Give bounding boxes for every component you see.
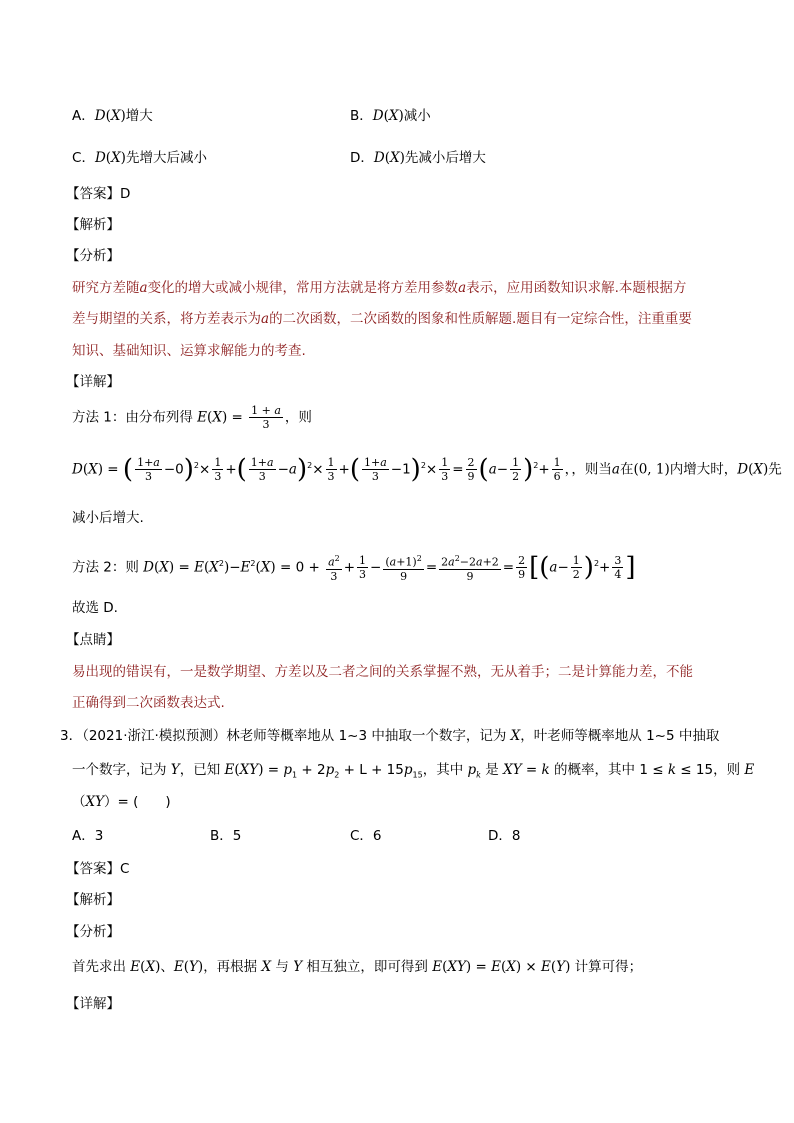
analysis-line-1: 研究方差随a变化的增大或减小规律，常用方法就是将方差用参数a表示，应用函数知识求解.本题根据方 xyxy=(72,280,687,296)
q3-heading-jiexi: 【解析】 xyxy=(66,892,120,908)
q3-line-1: 3．（2021·浙江·模拟预测）林老师等概率地从 1~3 中抽取一个数字，记为 X，叶老师等概率地从 1~5 中抽取 xyxy=(60,728,720,744)
comment-line-2: 正确得到二次函数表达式. xyxy=(72,695,225,711)
analysis-line-3: 知识、基础知识、运算求解能力的考查. xyxy=(72,343,306,359)
analysis-line-2: 差与期望的关系，将方差表示为a的二次函数，二次函数的图象和性质解题.题目有一定综合性，注重重要 xyxy=(72,311,692,327)
answer-line: 【答案】D xyxy=(66,186,131,202)
q3-options: A．3 B．5 C．6 D．8 xyxy=(72,828,521,844)
q3-line-3: （XY）= ( ) xyxy=(72,794,171,810)
comment-line-1: 易出现的错误有，一是数学期望、方差以及二者之间的关系掌握不熟，无从着手；二是计算能力差，不能 xyxy=(72,664,693,680)
method1-conclusion: 减小后增大. xyxy=(72,510,144,526)
heading-jiexi: 【解析】 xyxy=(66,217,120,233)
variance-formula: D(X) = ( $\frac{1+a}{3}$ −0)$^2$× $\frac{1}{3}$ +( $\frac{1+a}{3}$ −a)$^2$× $\frac{1}{3}$ +( $\frac{1+a}{3}$ −1)$^2$× $\frac{1}{3}$ = $\frac{2}{9}$ (a− $\frac{1}{2}$ )$^2$+ $\frac{1}{6}$ ，，则当a在(0, 1)内增大时，D(X)先 xyxy=(72,454,782,485)
option-b: B．D(X)减小 xyxy=(350,108,431,124)
q3-analysis: 首先求出 E(X)、E(Y)，再根据 X 与 Y 相互独立，即可得到 E(XY) = E(X) × E(Y) 计算可得； xyxy=(72,959,643,975)
heading-xiangjie: 【详解】 xyxy=(66,374,120,390)
heading-fenxi: 【分析】 xyxy=(66,248,120,264)
option-a: A．D(X)增大 xyxy=(72,108,153,124)
q3-heading-fenxi: 【分析】 xyxy=(66,924,120,940)
method2-conclusion: 故选 D. xyxy=(72,600,118,616)
q3-answer-line: 【答案】C xyxy=(66,861,130,877)
method2-line: 方法 2：则 $D(X) = E(X^2)-E^2(X) = 0$ + $\frac{a^2}{3}$ + $\frac{1}{3}$ − $\frac{(a+1)^2}{9}$ = $\frac{2a^2-2a+2}{9}$ = $\frac{2}{9}$ [(a− $\frac{1}{2}$ )$^2$+ $\frac{3}{4}$ ] xyxy=(72,552,636,583)
option-c: C．D(X)先增大后减小 xyxy=(72,150,207,166)
q3-heading-xiangjie: 【详解】 xyxy=(66,996,120,1012)
option-d: D．D(X)先减小后增大 xyxy=(350,150,486,166)
method1-line: 方法 1：由分布列得 E(X) = $\frac{1 + a}{3}$ ，则 xyxy=(72,404,312,431)
q3-line-2: 一个数字，记为 Y，已知 $E(XY) = p_1 + 2p_2 + L + 15p_{15}$，其中 $p_k$ 是 XY = k 的概率，其中 1 ≤ k ≤ 15，则 E xyxy=(72,762,755,780)
heading-dianjing: 【点睛】 xyxy=(66,632,120,648)
